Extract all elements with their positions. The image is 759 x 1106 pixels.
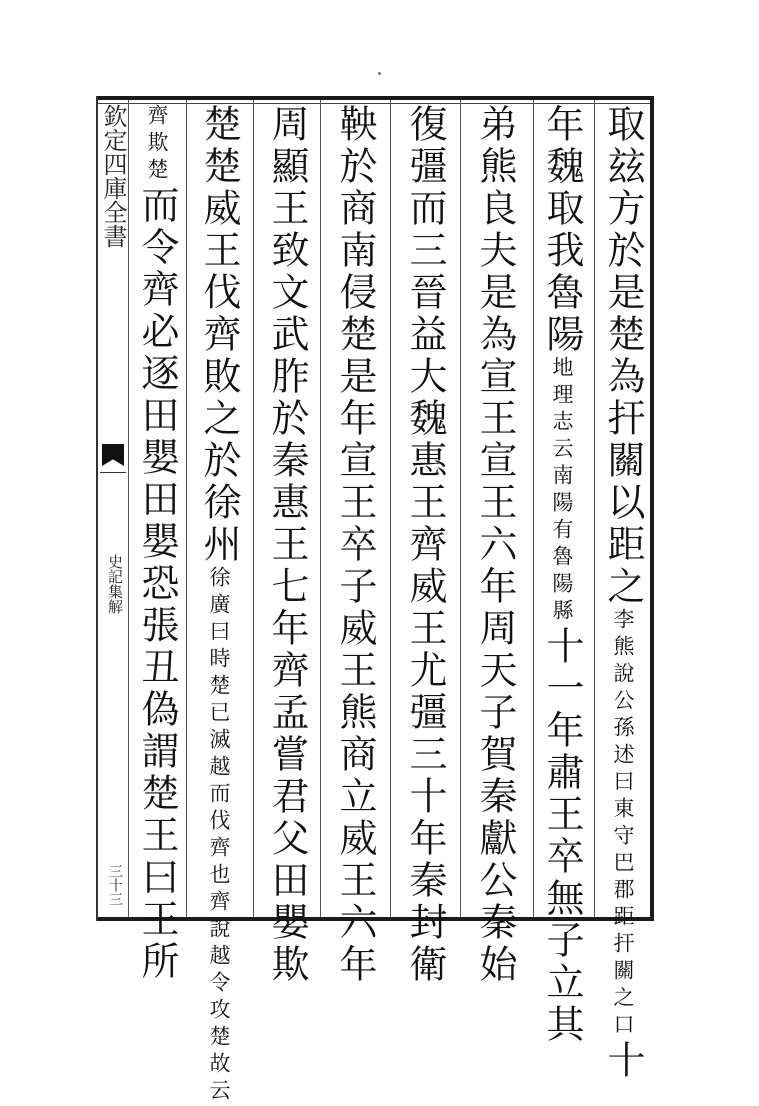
book-spine — [100, 104, 126, 916]
annotation — [537, 356, 587, 626]
annotation — [132, 104, 182, 185]
text-column-8 — [132, 104, 182, 983]
annotation — [598, 608, 648, 1040]
text-column-5 — [330, 104, 380, 986]
column-rule — [460, 100, 461, 917]
main-text: 周顯王致文武胙於秦惠王七年齊孟嘗君父田嬰欺 — [265, 104, 309, 986]
main-text: 年魏取我魯陽 — [540, 104, 584, 356]
fishtail-mark-icon — [102, 444, 124, 466]
column-rule — [253, 100, 254, 917]
main-text: 復彊而三晉益大魏惠王齊威王尤彊三十年秦封衛 — [403, 104, 447, 986]
text-column-1 — [598, 104, 648, 1082]
annotation-line: 陽有魯陽縣 — [550, 491, 574, 626]
frame-right-border — [650, 96, 654, 921]
column-rule — [128, 100, 129, 917]
main-text: 弟熊良夫是為宣王宣王六年周天子賀秦獻公秦始 — [473, 104, 517, 986]
annotation-line: 守巴郡距扞關之口 — [611, 824, 635, 1040]
page-number: 三十三 — [107, 864, 123, 906]
main-text: 取玆方於是楚為扞關以距之 — [601, 104, 645, 608]
annotation-line: 地理志云南 — [550, 356, 574, 491]
annotation-line: 齊欺 — [145, 104, 169, 158]
main-text: 楚楚威王伐齊敗之於徐州 — [197, 104, 241, 566]
text-column-7 — [194, 104, 244, 1106]
annotation — [194, 566, 244, 1106]
annotation-line: 徐廣曰時楚已滅越而伐 — [207, 566, 231, 836]
column-rule — [390, 100, 391, 917]
annotation-line: 李熊說公孫述曰東 — [611, 608, 635, 824]
column-rule — [594, 100, 595, 917]
text-column-3 — [470, 104, 520, 986]
fold-line — [100, 472, 126, 473]
text-column-4 — [400, 104, 450, 986]
paper-speck — [378, 72, 381, 75]
frame-top-border — [96, 96, 654, 100]
frame-left-border — [96, 96, 98, 921]
annotation-line: 楚 — [145, 158, 169, 185]
main-text: 而令齊必逐田嬰田嬰恐張丑偽謂楚王曰王所 — [135, 185, 179, 983]
text-column-2 — [537, 104, 587, 1046]
annotation-line: 齊也齊說越令攻楚故云 — [207, 836, 231, 1106]
text-column-6 — [262, 104, 312, 986]
spine-book-name: 史記集解 — [106, 554, 124, 614]
spine-title: 欽定四庫全書 — [99, 104, 127, 248]
main-text: 鞅於商南侵楚是年宣王卒子威王熊商立威王六年 — [333, 104, 377, 986]
column-rule — [186, 100, 187, 917]
column-rule — [320, 100, 321, 917]
column-rule — [533, 100, 534, 917]
main-text: 十 — [601, 1040, 645, 1082]
main-text: 十一年肅王卒無子立其 — [540, 626, 584, 1046]
